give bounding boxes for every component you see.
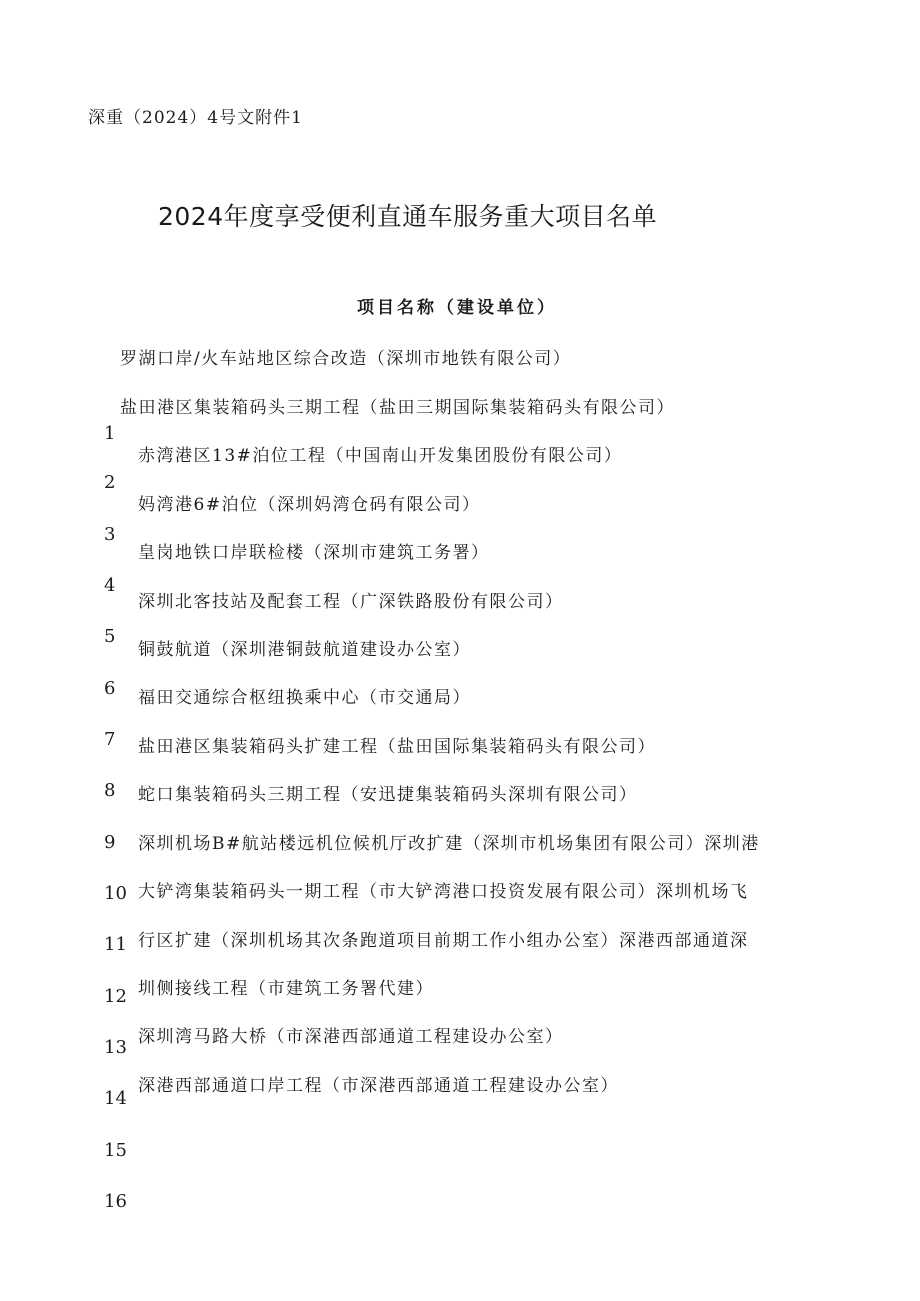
row-number: 12 [104, 986, 127, 1007]
project-entry: 铜鼓航道（深圳港铜鼓航道建设办公室） [138, 640, 471, 660]
project-entry: 深圳北客技站及配套工程（广深铁路股份有限公司） [138, 592, 564, 612]
document-title: 2024年度享受便利直通车服务重大项目名单 [158, 202, 658, 231]
project-entry: 罗湖口岸/火车站地区综合改造（深圳市地铁有限公司） [120, 349, 572, 369]
project-entry: 盐田港区集装箱码头扩建工程（盐田国际集装箱码头有限公司） [138, 737, 656, 757]
row-number: 16 [104, 1191, 127, 1212]
row-number: 4 [104, 575, 116, 596]
project-entry: 行区扩建（深圳机场其次条跑道项目前期工作小组办公室）深港西部通道深 [138, 931, 749, 951]
document-reference: 深重（2024）4号文附件1 [88, 108, 303, 128]
row-number: 15 [104, 1140, 127, 1161]
project-entry: 妈湾港6#泊位（深圳妈湾仓码有限公司） [138, 495, 481, 515]
row-number: 5 [104, 626, 116, 647]
row-number: 14 [104, 1088, 127, 1109]
row-number: 8 [104, 780, 116, 801]
row-number: 6 [104, 678, 116, 699]
row-number: 9 [104, 832, 116, 853]
column-header: 项目名称（建设单位） [357, 298, 557, 318]
row-number: 1 [104, 423, 116, 444]
project-entry: 深圳湾马路大桥（市深港西部通道工程建设办公室） [138, 1027, 564, 1047]
row-number: 11 [104, 934, 127, 955]
row-number: 3 [104, 524, 116, 545]
project-entry: 大铲湾集装箱码头一期工程（市大铲湾港口投资发展有限公司）深圳机场飞 [138, 882, 749, 902]
project-entry: 皇岗地铁口岸联检楼（深圳市建筑工务署） [138, 543, 490, 563]
project-entry: 圳侧接线工程（市建筑工务署代建） [138, 979, 434, 999]
row-number: 2 [104, 472, 116, 493]
project-entry: 赤湾港区13#泊位工程（中国南山开发集团股份有限公司） [138, 446, 623, 466]
row-number: 13 [104, 1037, 127, 1058]
project-entry: 蛇口集装箱码头三期工程（安迅捷集装箱码头深圳有限公司） [138, 785, 638, 805]
project-entry: 福田交通综合枢纽换乘中心（市交通局） [138, 688, 471, 708]
project-entry: 盐田港区集装箱码头三期工程（盐田三期国际集装箱码头有限公司） [120, 398, 675, 418]
row-number: 10 [104, 883, 127, 904]
row-number: 7 [104, 729, 116, 750]
project-entry: 深圳机场B#航站楼远机位候机厅改扩建（深圳市机场集团有限公司）深圳港 [138, 834, 760, 854]
project-entry: 深港西部通道口岸工程（市深港西部通道工程建设办公室） [138, 1076, 619, 1096]
